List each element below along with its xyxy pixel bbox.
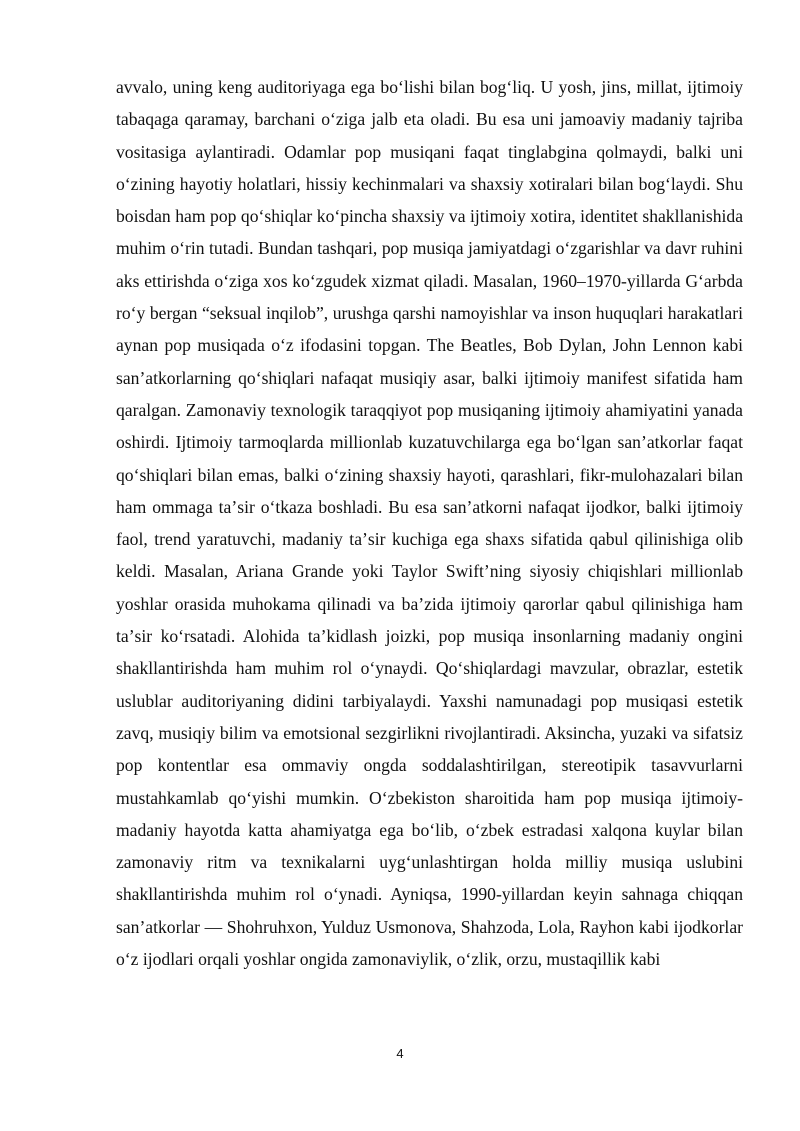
page-number: 4 — [396, 1046, 404, 1061]
body-paragraph: avvalo, uning keng auditoriyaga ega boʻlishi bilan bogʻliq. U yosh, jins, millat, ijtimoiy tabaqaga qaramay, barchani oʻziga jalb eta oladi. Bu esa uni jamoaviy madaniy tajriba vositasiga aylantiradi. Odamlar pop musiqani faqat tinglabgina qolmaydi, balki uni oʻzining hayotiy holatlari, hissiy kechinmalari va shaxsiy xotiralari bilan bogʻlaydi. Shu boisdan ham pop qoʻshiqlar koʻpincha shaxsiy va ijtimoiy xotira, identitet shakllanishida muhim oʻrin tutadi. Bundan tashqari, pop musiqa jamiyatdagi oʻzgarishlar va davr ruhini aks ettirishda oʻziga xos koʻzgudek xizmat qiladi. Masalan, 1960–1970-yillarda Gʻarbda roʻy bergan “seksual inqilob”, urushga qarshi namoyishlar va inson huquqlari harakatlari aynan pop musiqada oʻz ifodasini topgan. The Beatles, Bob Dylan, John Lennon kabi sanʼatkorlarning qoʻshiqlari nafaqat musiqiy asar, balki ijtimoiy manifest sifatida ham qaralgan. Zamonaviy texnologik taraqqiyot pop musiqaning ijtimoiy ahamiyatini yanada oshirdi. Ijtimoiy tarmoqlarda millionlab kuzatuvchilarga ega boʻlgan sanʼatkorlar faqat qoʻshiqlari bilan emas, balki oʻzining shaxsiy hayoti, qarashlari, fikr-mulohazalari bilan ham ommaga taʼsir oʻtkaza boshladi. Bu esa sanʼatkorni nafaqat ijodkor, balki ijtimoiy faol, trend yaratuvchi, madaniy taʼsir kuchiga ega shaxs sifatida qabul qilinishiga olib keldi. Masalan, Ariana Grande yoki Taylor Swiftʼning siyosiy chiqishlari millionlab yoshlar orasida muhokama qilinadi va baʼzida ijtimoiy qarorlar qabul qilinishiga ham taʼsir koʻrsatadi. Alohida taʼkidlash joizki, pop musiqa insonlarning madaniy ongini shakllantirishda ham muhim rol oʻynaydi. Qoʻshiqlardagi mavzular, obrazlar, estetik uslublar auditoriyaning didini tarbiyalaydi. Yaxshi namunadagi pop musiqasi estetik zavq, musiqiy bilim va emotsional sezgirlikni rivojlantiradi. Aksincha, yuzaki va sifatsiz pop kontentlar esa ommaviy ongda soddalashtirilgan, stereotipik tasavvurlarni mustahkamlab qoʻyishi mumkin. Oʻzbekiston sharoitida ham pop musiqa ijtimoiy-madaniy hayotda katta ahamiyatga ega boʻlib, oʻzbek estradasi xalqona kuylar bilan zamonaviy ritm va texnikalarni uygʻunlashtirgan holda milliy musiqa uslubini shakllantirishda muhim rol oʻynadi. Ayniqsa, 1990-yillardan keyin sahnaga chiqqan sanʼatkorlar — Shohruhxon, Yulduz Usmonova, Shahzoda, Lola, Rayhon kabi ijodkorlar oʻz ijodlari orqali yoshlar ongida zamonaviylik, oʻzlik, orzu, mustaqillik kabi — [116, 77, 743, 970]
